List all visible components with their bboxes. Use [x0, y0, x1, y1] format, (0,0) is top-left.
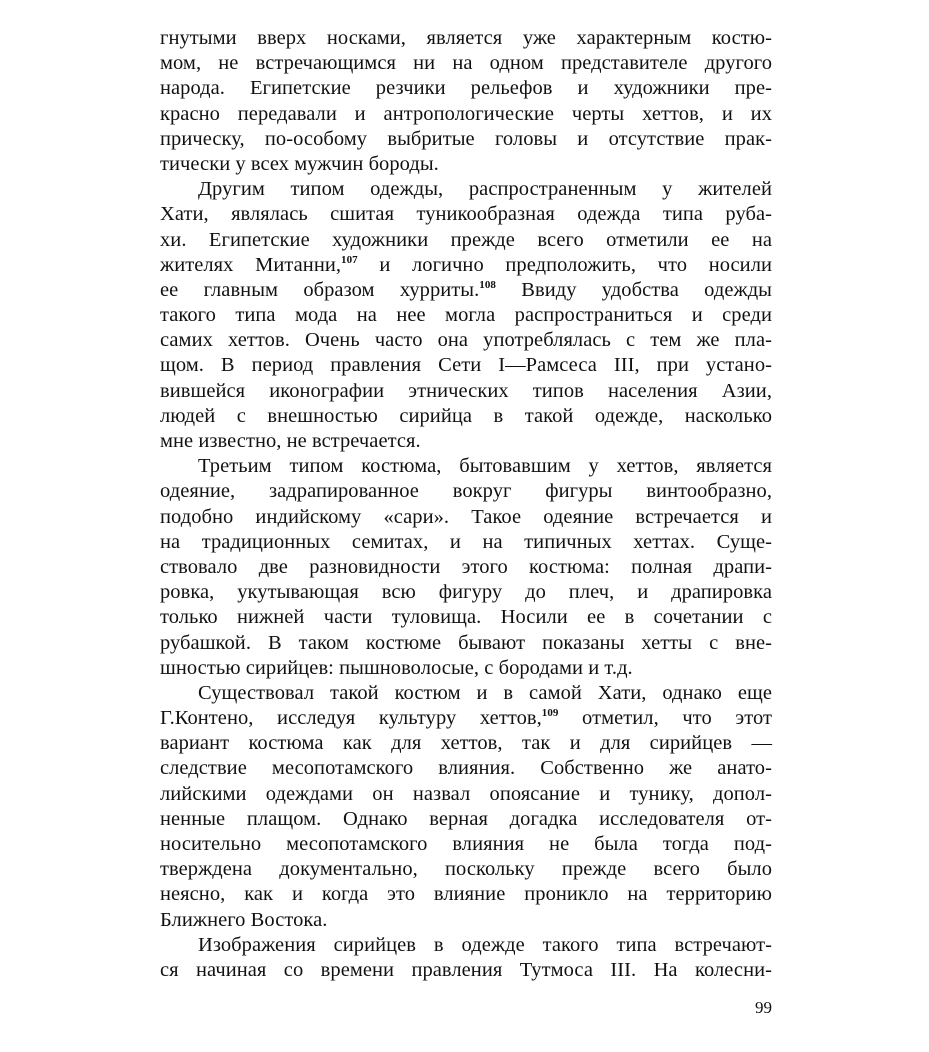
paragraph	[160, 26, 772, 177]
text-run: мне известно, не встречается.	[160, 430, 421, 452]
text-line	[160, 807, 772, 832]
text-run: жителях Митанни,	[160, 253, 342, 276]
text-run: такого типа мода на нее могла распространиться и среди	[160, 304, 772, 327]
text-line	[160, 429, 772, 454]
text-line	[160, 127, 772, 152]
text-line	[160, 958, 772, 983]
text-run: людей с внешностью сирийца в такой одежде, насколько	[160, 404, 772, 427]
text-line	[160, 731, 772, 756]
text-run: носительно месопотамского влияния не была тогда под-	[160, 833, 772, 855]
text-line	[160, 505, 772, 530]
text-line	[160, 681, 772, 706]
text-line	[160, 228, 772, 253]
text-line	[160, 202, 772, 227]
text-run: Третьим типом костюма, бытовавшим у хеттов, является	[198, 455, 772, 478]
text-run: тверждена документально, поскольку прежде всего было	[160, 858, 772, 881]
text-line	[160, 76, 772, 101]
text-run: вариант костюма как для хеттов, так и для сирийцев —	[160, 732, 772, 755]
text-run: ся начиная со времени правления Тутмоса III. На колесни-	[160, 958, 772, 981]
text-run: Другим типом одежды, распространенным у жителей	[198, 178, 772, 201]
text-run: Существовал такой костюм и в самой Хати, однако еще	[198, 681, 772, 704]
paragraph	[160, 933, 772, 983]
text-line	[160, 756, 772, 781]
text-run: подобно индийскому «сари». Такое одеяние встречается и	[160, 505, 772, 528]
text-line	[160, 832, 772, 857]
text-run: Ближнего Востока.	[160, 908, 328, 931]
text-run: Ввиду удобства одежды	[495, 278, 773, 301]
text-line	[160, 303, 772, 328]
text-run: Хати, являлась сшитая туникообразная одежда типа руба-	[160, 203, 772, 226]
text-run: отметил, что этот	[558, 707, 772, 730]
text-line	[160, 253, 772, 278]
text-run: мом, не встречающимся ни на одном представителе другого	[160, 52, 772, 75]
text-line	[160, 328, 772, 353]
text-line	[160, 857, 772, 882]
text-line	[160, 479, 772, 504]
text-line	[160, 656, 772, 681]
text-run: гнутыми вверх носками, является уже характерным костю-	[160, 27, 772, 49]
text-run: хи. Египетские художники прежде всего отметили ее на	[160, 228, 772, 251]
text-line	[160, 530, 772, 555]
text-run: и логично предположить, что носили	[357, 253, 772, 276]
text-line	[160, 454, 772, 479]
text-run: ненные плащом. Однако верная догадка исследователя от-	[160, 807, 772, 830]
text-run: тически у всех мужчин бороды.	[160, 152, 439, 175]
text-run: только нижней части туловища. Носили ее в сочетании с	[160, 606, 772, 629]
text-line	[160, 706, 772, 731]
text-run: щом. В период правления Сети I—Рамсеса III, при устано-	[160, 354, 772, 377]
text-line	[160, 782, 772, 807]
page-number: 99	[755, 998, 772, 1017]
text-run: ровка, укутывающая всю фигуру до плеч, и драпировка	[160, 581, 772, 604]
text-line	[160, 379, 772, 404]
text-run: ствовало две разновидности этого костюма: полная драпи-	[160, 555, 772, 578]
text-line	[160, 152, 772, 177]
text-line	[160, 933, 772, 958]
text-line	[160, 278, 772, 303]
text-run: прическу, по-особому выбритые головы и отсутствие прак-	[160, 127, 772, 150]
text-run: одеяние, задрапированное вокруг фигуры винтообразно,	[160, 480, 772, 503]
text-run: Г.Контено, исследуя культуру хеттов,	[160, 707, 542, 730]
text-line	[160, 26, 772, 51]
paragraph	[160, 177, 772, 454]
text-line	[160, 404, 772, 429]
footnote-marker: 107	[341, 253, 358, 266]
paragraphs-container	[160, 26, 772, 983]
footnote-marker: 109	[541, 707, 559, 720]
text-run: народа. Египетские резчики рельефов и художники пре-	[160, 77, 772, 100]
text-line	[160, 555, 772, 580]
text-run: лийскими одеждами он назвал опоясание и тунику, допол-	[160, 782, 772, 805]
text-line	[160, 580, 772, 605]
text-run: следствие месопотамского влияния. Собственно же анато-	[160, 757, 772, 780]
paragraph	[160, 681, 772, 933]
page-text-block	[160, 26, 772, 983]
text-run: самих хеттов. Очень часто она употреблялась с тем же пла-	[160, 329, 772, 352]
text-run: вившейся иконографии этнических типов населения Азии,	[160, 379, 772, 402]
text-line	[160, 908, 772, 933]
text-line	[160, 177, 772, 202]
text-run: красно передавали и антропологические черты хеттов, и их	[160, 102, 772, 125]
text-run: Изображения сирийцев в одежде такого типа встречают-	[198, 933, 772, 956]
text-line	[160, 102, 772, 127]
text-run: неясно, как и когда это влияние проникло на территорию	[160, 883, 772, 906]
text-run: на традиционных семитах, и на типичных хеттах. Суще-	[160, 530, 772, 553]
text-run: шностью сирийцев: пышноволосые, с бородами и т.д.	[160, 656, 633, 679]
text-line	[160, 631, 772, 656]
text-run: ее главным образом хурриты.	[160, 278, 480, 301]
text-line	[160, 51, 772, 76]
text-line	[160, 353, 772, 378]
text-run: рубашкой. В таком костюме бывают показаны хетты с вне-	[160, 631, 772, 654]
footnote-marker: 108	[479, 279, 496, 292]
paragraph	[160, 454, 772, 681]
text-line	[160, 605, 772, 630]
text-line	[160, 882, 772, 907]
